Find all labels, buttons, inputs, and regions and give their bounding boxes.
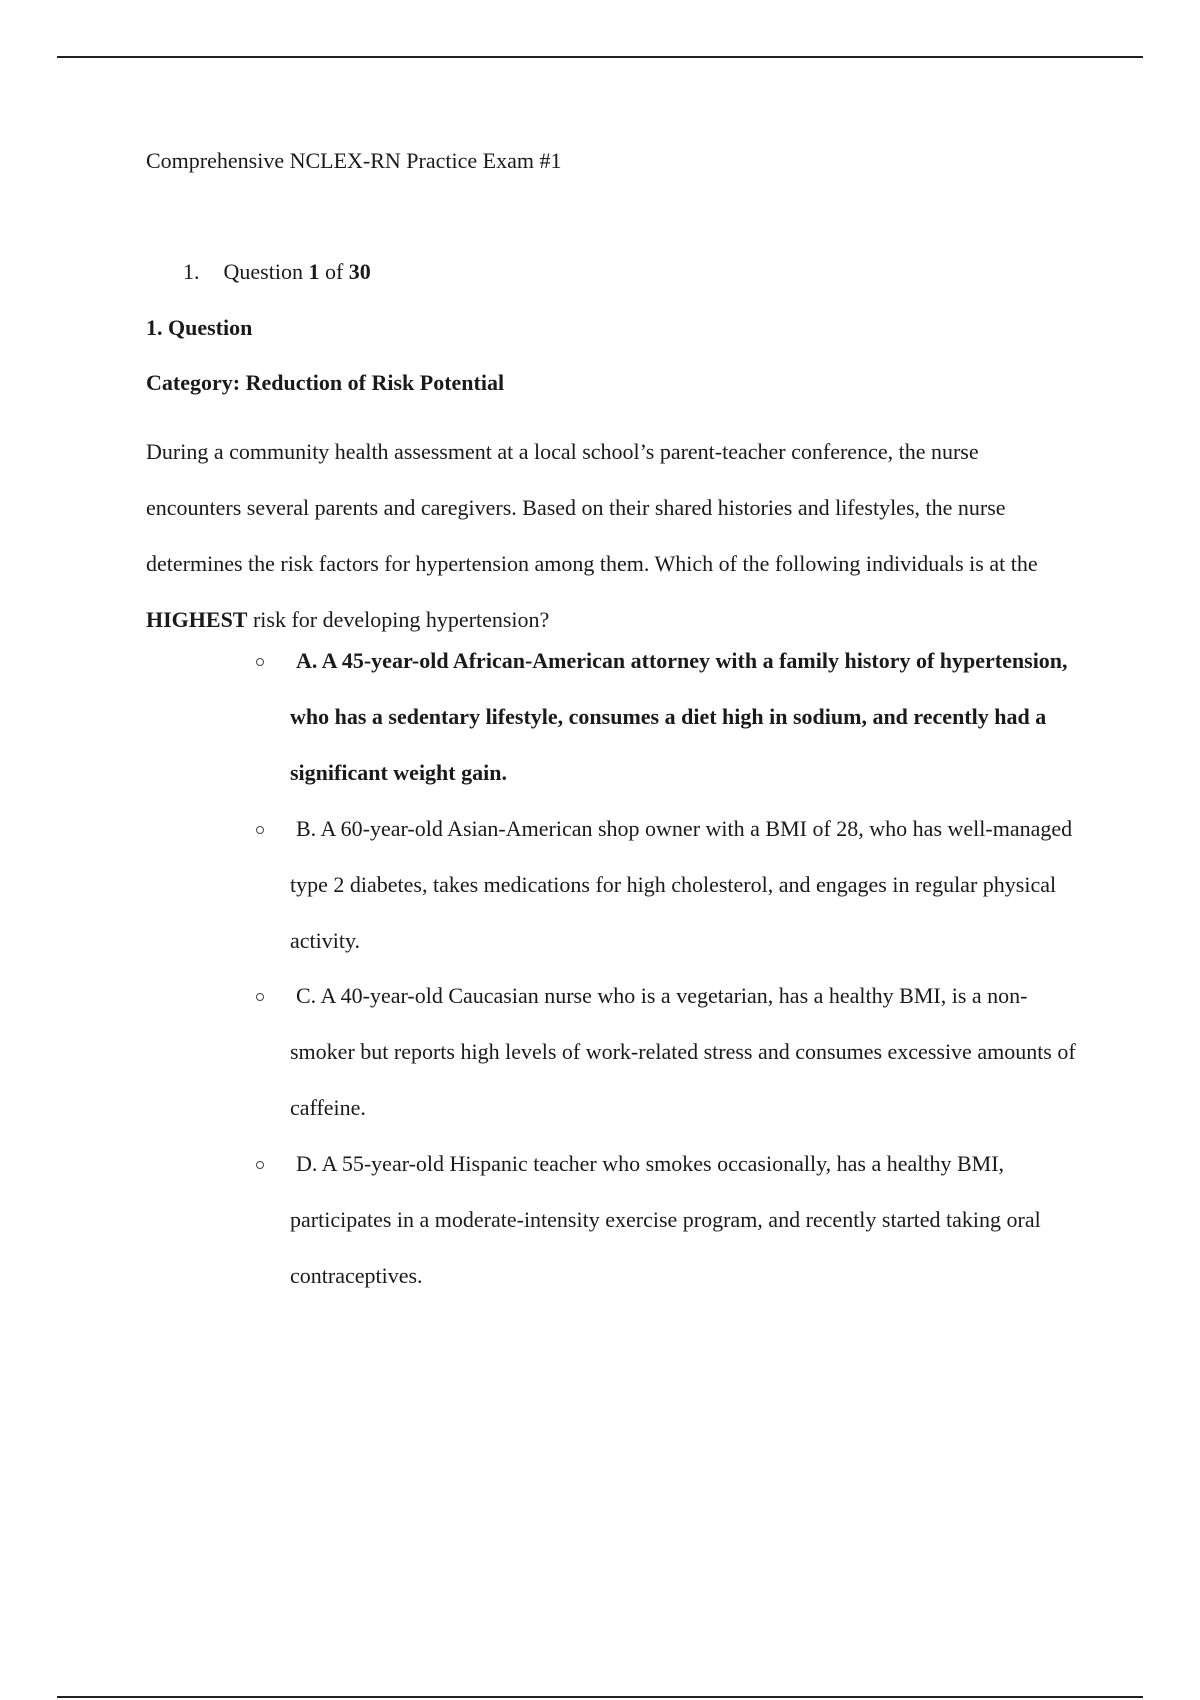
option-a-text: A. A 45-year-old African-American attorney with a family history of hypertension, who has a sedentary lifestyle, consumes a diet high in sodium, and recently had a significant weight gain.	[290, 648, 1068, 785]
top-rule	[57, 56, 1143, 58]
stem-text-before: During a community health assessment at a local school’s parent-teacher conference, the nurse encounters several parents and caregivers. Based on their shared histories and lifestyles, the nurse determines the risk factors for hypertension among them. Which of the following individuals is at the	[146, 439, 1038, 576]
current-question-number: 1	[308, 259, 320, 284]
total-questions: 30	[348, 259, 371, 284]
stem-emphasis: HIGHEST	[146, 607, 248, 632]
counter-prefix: Question	[223, 259, 303, 284]
document-title: Comprehensive NCLEX-RN Practice Exam #1	[146, 148, 562, 173]
bottom-rule	[57, 1696, 1143, 1698]
option-b[interactable]	[290, 801, 1090, 969]
stem-text-after: risk for developing hypertension?	[252, 607, 550, 632]
question-category: Category: Reduction of Risk Potential	[146, 370, 505, 395]
question-counter	[183, 257, 371, 287]
option-d[interactable]	[290, 1136, 1090, 1304]
option-c[interactable]	[290, 968, 1090, 1136]
question-stem	[146, 424, 1076, 648]
option-d-text: D. A 55-year-old Hispanic teacher who smokes occasionally, has a healthy BMI, participates in a moderate-intensity exercise program, and recently started taking oral contraceptives.	[290, 1151, 1041, 1288]
list-marker: 1.	[183, 259, 200, 284]
question-heading: 1. Question	[146, 315, 253, 340]
radio-circle-icon[interactable]	[256, 826, 264, 834]
option-a[interactable]	[290, 633, 1090, 801]
counter-mid: of	[324, 259, 344, 284]
radio-circle-icon[interactable]	[256, 993, 264, 1001]
option-b-text: B. A 60-year-old Asian-American shop owner with a BMI of 28, who has well-managed type 2 diabetes, takes medications for high cholesterol, and engages in regular physical activity.	[290, 816, 1073, 953]
radio-circle-icon[interactable]	[256, 1161, 264, 1169]
radio-circle-icon[interactable]	[256, 658, 264, 666]
option-c-text: C. A 40-year-old Caucasian nurse who is a vegetarian, has a healthy BMI, is a non-smoker but reports high levels of work-related stress and consumes excessive amounts of caffeine.	[290, 983, 1076, 1120]
